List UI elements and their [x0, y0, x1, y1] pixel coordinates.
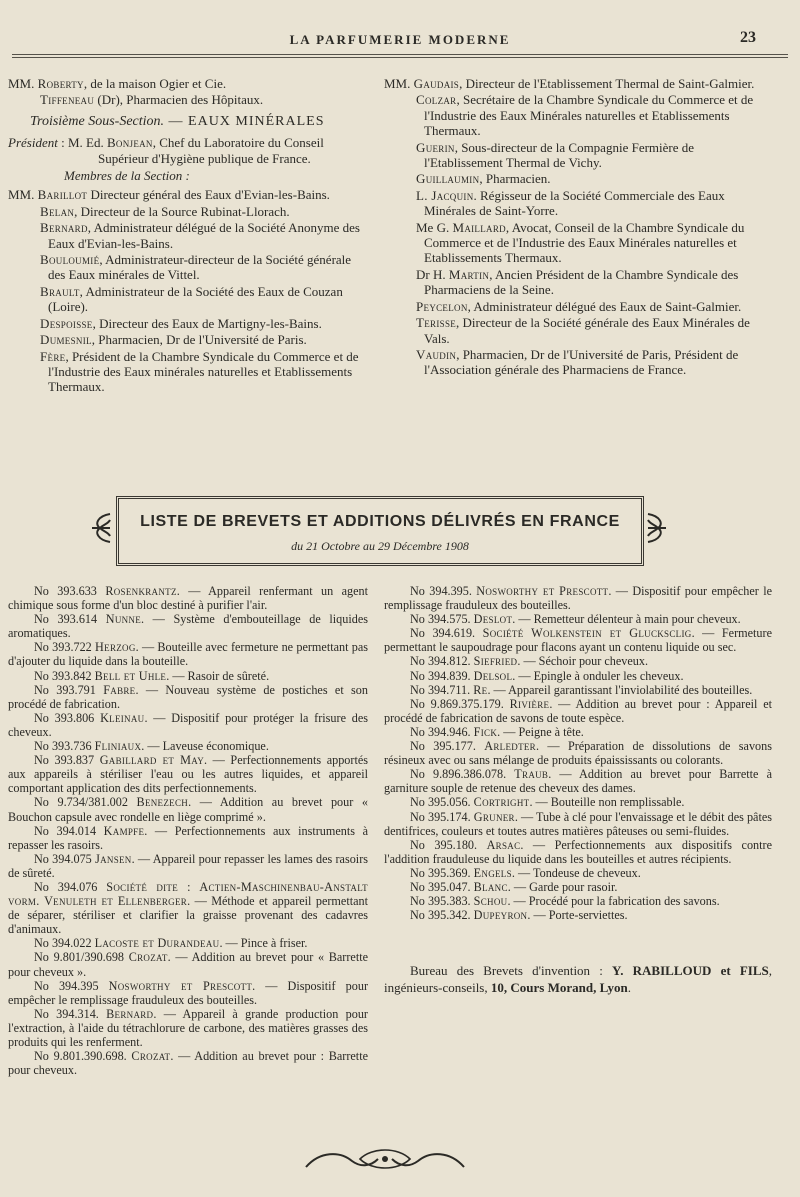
- president-entry: Président : M. Ed. Bonjean, Chef du Laboratoire du Conseil Supérieur d'Hygiène publique de France.: [8, 135, 324, 166]
- patent-entry: No 393.842 Bell et Uhle. — Rasoir de sûreté.: [34, 668, 270, 683]
- patent-list-dates: du 21 Octobre au 29 Décembre 1908: [291, 539, 469, 553]
- patent-entry: No 395.177. Arledter. — Préparation de dissolutions de savons résineux avec ou sans mélange de produits épaississants ou colorants.: [384, 739, 772, 768]
- patent-list-left: [8, 584, 368, 1077]
- patent-entry: No 394.014 Kampfe. — Perfectionnements aux instruments à repasser les rasoirs.: [8, 823, 368, 852]
- member-entry: Bouloumié, Administrateur-directeur de la Société générale des Eaux minérales de Vittel.: [40, 252, 352, 283]
- patent-entry: No 394.839. Delsol. — Epingle à onduler les cheveux.: [410, 668, 684, 683]
- patent-list-title: LISTE DE BREVETS ET ADDITIONS DÉLIVRÉS EN FRANCE: [140, 513, 620, 530]
- patent-entry: No 9.896.386.078. Traub. — Addition au brevet pour Barrette à garniture souple de retenue des cheveux des dames.: [384, 767, 772, 796]
- patent-list-heading-box: [116, 496, 644, 566]
- patent-entry: No 394.946. Fick. — Peigne à tête.: [410, 724, 584, 739]
- fleuron-right-icon: [644, 510, 670, 546]
- member-entry: Vaudin, Pharmacien, Dr de l'Université de Paris, Président de l'Association générale des Pharmaciens de France.: [416, 346, 739, 378]
- patent-entry: No 394.395 Nosworthy et Prescott. — Dispositif pour empêcher le remplissage frauduleux des bouteilles.: [8, 978, 368, 1007]
- header-rule: [12, 54, 788, 55]
- patent-entry: No 395.383. Schou. — Procédé pour la fabrication des savons.: [410, 894, 720, 909]
- patent-entry: No 393.791 Fabre. — Nouveau système de postiches et son procédé de fabrication.: [8, 682, 368, 711]
- patent-entry: No 395.056. Cortright. — Bouteille non remplissable.: [410, 795, 685, 810]
- patent-entry: No 393.722 Herzog. — Bouteille avec fermeture ne permettant pas d'ajouter du liquide dans la bouteille.: [8, 640, 368, 669]
- patent-entry: No 395.180. Arsac. — Perfectionnements aux dispositifs contre l'addition frauduleuse du liquide dans les bouteilles et autres récipients.: [384, 837, 772, 866]
- member-entry: Despoisse, Directeur des Eaux de Martigny-les-Bains.: [40, 315, 322, 331]
- left-column-committee: [8, 76, 368, 396]
- member-entry: Peycelon, Administrateur délégué des Eaux de Saint-Galmier.: [416, 298, 742, 314]
- patent-entry: No 9.801/390.698 Crozat. — Addition au brevet pour « Barrette pour cheveux ».: [8, 950, 369, 979]
- member-entry: Belan, Directeur de la Source Rubinat-Llorach.: [40, 203, 290, 219]
- patent-entry: No 393.614 Nunne. — Système d'embouteillage de liquides aromatiques.: [8, 612, 368, 641]
- patent-entry: No 395.047. Blanc. — Garde pour rasoir.: [410, 879, 618, 894]
- patent-entry: No 9.734/381.002 Benezech. — Addition au brevet pour « Bouchon capsule avec rondelle en liège comprimé ».: [8, 795, 368, 824]
- member-entry: Bernard, Administrateur délégué de la Société Anonyme des Eaux d'Evian-les-Bains.: [40, 220, 360, 251]
- patent-entry: No 9.869.375.179. Rivière. — Addition au brevet pour : Appareil et procédé de fabrication de savons de toute espèce.: [384, 696, 772, 725]
- patent-entry: No 394.022 Lacoste et Durandeau. — Pince à friser.: [34, 936, 308, 951]
- end-flourish-icon: [300, 1145, 470, 1175]
- member-entry: MM. Roberty, de la maison Ogier et Cie.: [8, 76, 227, 91]
- patent-entry: No 393.837 Gabillard et May. — Perfectionnements apportés aux appareils à stériliser l'eau ou les autres liquides, et appareil comportant application des dits perfectionnements.: [8, 753, 368, 796]
- patent-entry: No 394.711. Re. — Appareil garantissant l'inviolabilité des bouteilles.: [410, 682, 753, 697]
- member-entry: Colzar, Secrétaire de la Chambre Syndicale du Commerce et de l'Industrie des Eaux Minérales naturelles et Etablissements Thermaux.: [416, 92, 754, 139]
- patent-entry: No 394.314. Bernard. — Appareil à grande production pour l'extraction, à l'aide du tétrachlorure de carbone, des matières grasses des produits qui les renferment.: [8, 1006, 368, 1049]
- member-entry: Terisse, Directeur de la Société générale des Eaux Minérales de Vals.: [416, 315, 750, 346]
- header-rule-second: [12, 57, 788, 58]
- member-entry: Guillaumin, Pharmacien.: [416, 171, 551, 187]
- patent-entry: No 393.633 Rosenkrantz. — Appareil renfermant un agent chimique sous forme d'un bloc destiné à purifier l'air.: [8, 584, 368, 613]
- patent-list-right: [384, 584, 772, 1009]
- page-number: 23: [740, 29, 756, 46]
- member-entry: Dr H. Martin, Ancien Président de la Chambre Syndicale des Pharmaciens de la Seine.: [416, 266, 739, 298]
- member-entry: Fère, Président de la Chambre Syndicale du Commerce et de l'Industrie des Eaux minérales naturelles et Etablissements Thermaux.: [40, 348, 359, 395]
- patent-entry: No 394.619. Société Wolkenstein et Glucksclig. — Fermeture permettant le saupoudrage pour flacons ayant un contenu liquide ou sec.: [384, 626, 772, 655]
- patent-entry: No 9.801.390.698. Crozat. — Addition au brevet pour : Barrette pour cheveux.: [8, 1049, 368, 1078]
- running-title: LA PARFUMERIE MODERNE: [289, 32, 511, 47]
- patent-entry: No 394.812. Siefried. — Séchoir pour cheveux.: [410, 654, 648, 669]
- member-entry: Me G. Maillard, Avocat, Conseil de la Chambre Syndicale du Commerce et de l'Industrie des Eaux Minérales naturelles et Etablissements Thermaux.: [416, 219, 745, 266]
- patent-office-note: Bureau des Brevets d'invention : Y. RABILLOUD et FILS, ingénieurs-conseils, 10, Cours Morand, Lyon.: [384, 963, 772, 996]
- patent-entry: No 394.075 Jansen. — Appareil pour repasser les lames des rasoirs de sûreté.: [8, 851, 368, 880]
- member-entry: MM. Barillot Directeur général des Eaux d'Evian-les-Bains.: [8, 187, 330, 203]
- patent-entry: No 394.076 Société dite : Actien-Maschinenbau-Anstalt vorm. Venuleth et Ellenberger. — Méthode et appareil permettant de séparer, stériliser et clarifier la graisse provenant des cadavres d'animaux.: [8, 879, 368, 937]
- member-entry: Brault, Administrateur de la Société des Eaux de Couzan (Loire).: [40, 283, 343, 315]
- right-column-committee: [384, 76, 772, 379]
- members-label: Membres de la Section :: [64, 168, 190, 184]
- patent-entry: No 395.369. Engels. — Tondeuse de cheveux.: [410, 865, 641, 880]
- patent-entry: No 394.395. Nosworthy et Prescott. — Dispositif pour empêcher le remplissage frauduleux des bouteilles.: [384, 584, 772, 613]
- member-entry: L. Jacquin. Régisseur de la Société Commerciale des Eaux Minérales de Saint-Yorre.: [416, 187, 725, 219]
- member-entry: MM. Gaudais, Directeur de l'Etablissement Thermal de Saint-Galmier.: [384, 76, 755, 91]
- fleuron-left-icon: [88, 510, 114, 546]
- member-entry: Dumesnil, Pharmacien, Dr de l'Université de Paris.: [40, 332, 307, 348]
- member-entry: Tiffeneau (Dr), Pharmacien des Hôpitaux.: [40, 92, 264, 108]
- patent-entry: No 393.736 Fliniaux. — Laveuse économique.: [34, 739, 269, 754]
- section-title: Troisième Sous-Section. — EAUX MINÉRALES: [30, 113, 325, 129]
- patent-entry: No 394.575. Deslot. — Remetteur délenteur à main pour cheveux.: [410, 612, 741, 627]
- patent-entry: No 395.342. Dupeyron. — Porte-serviettes.: [410, 908, 628, 923]
- patent-entry: No 393.806 Kleinau. — Dispositif pour protéger la frisure des cheveux.: [8, 710, 368, 739]
- member-entry: Guerin, Sous-directeur de la Compagnie Fermière de l'Etablissement Thermal de Vichy.: [416, 139, 695, 171]
- patent-entry: No 395.174. Gruner. — Tube à clé pour l'envaissage et le débit des pâtes dentifrices, couleurs et toutes autres matières pâteuses ou semi-fluides.: [384, 809, 772, 838]
